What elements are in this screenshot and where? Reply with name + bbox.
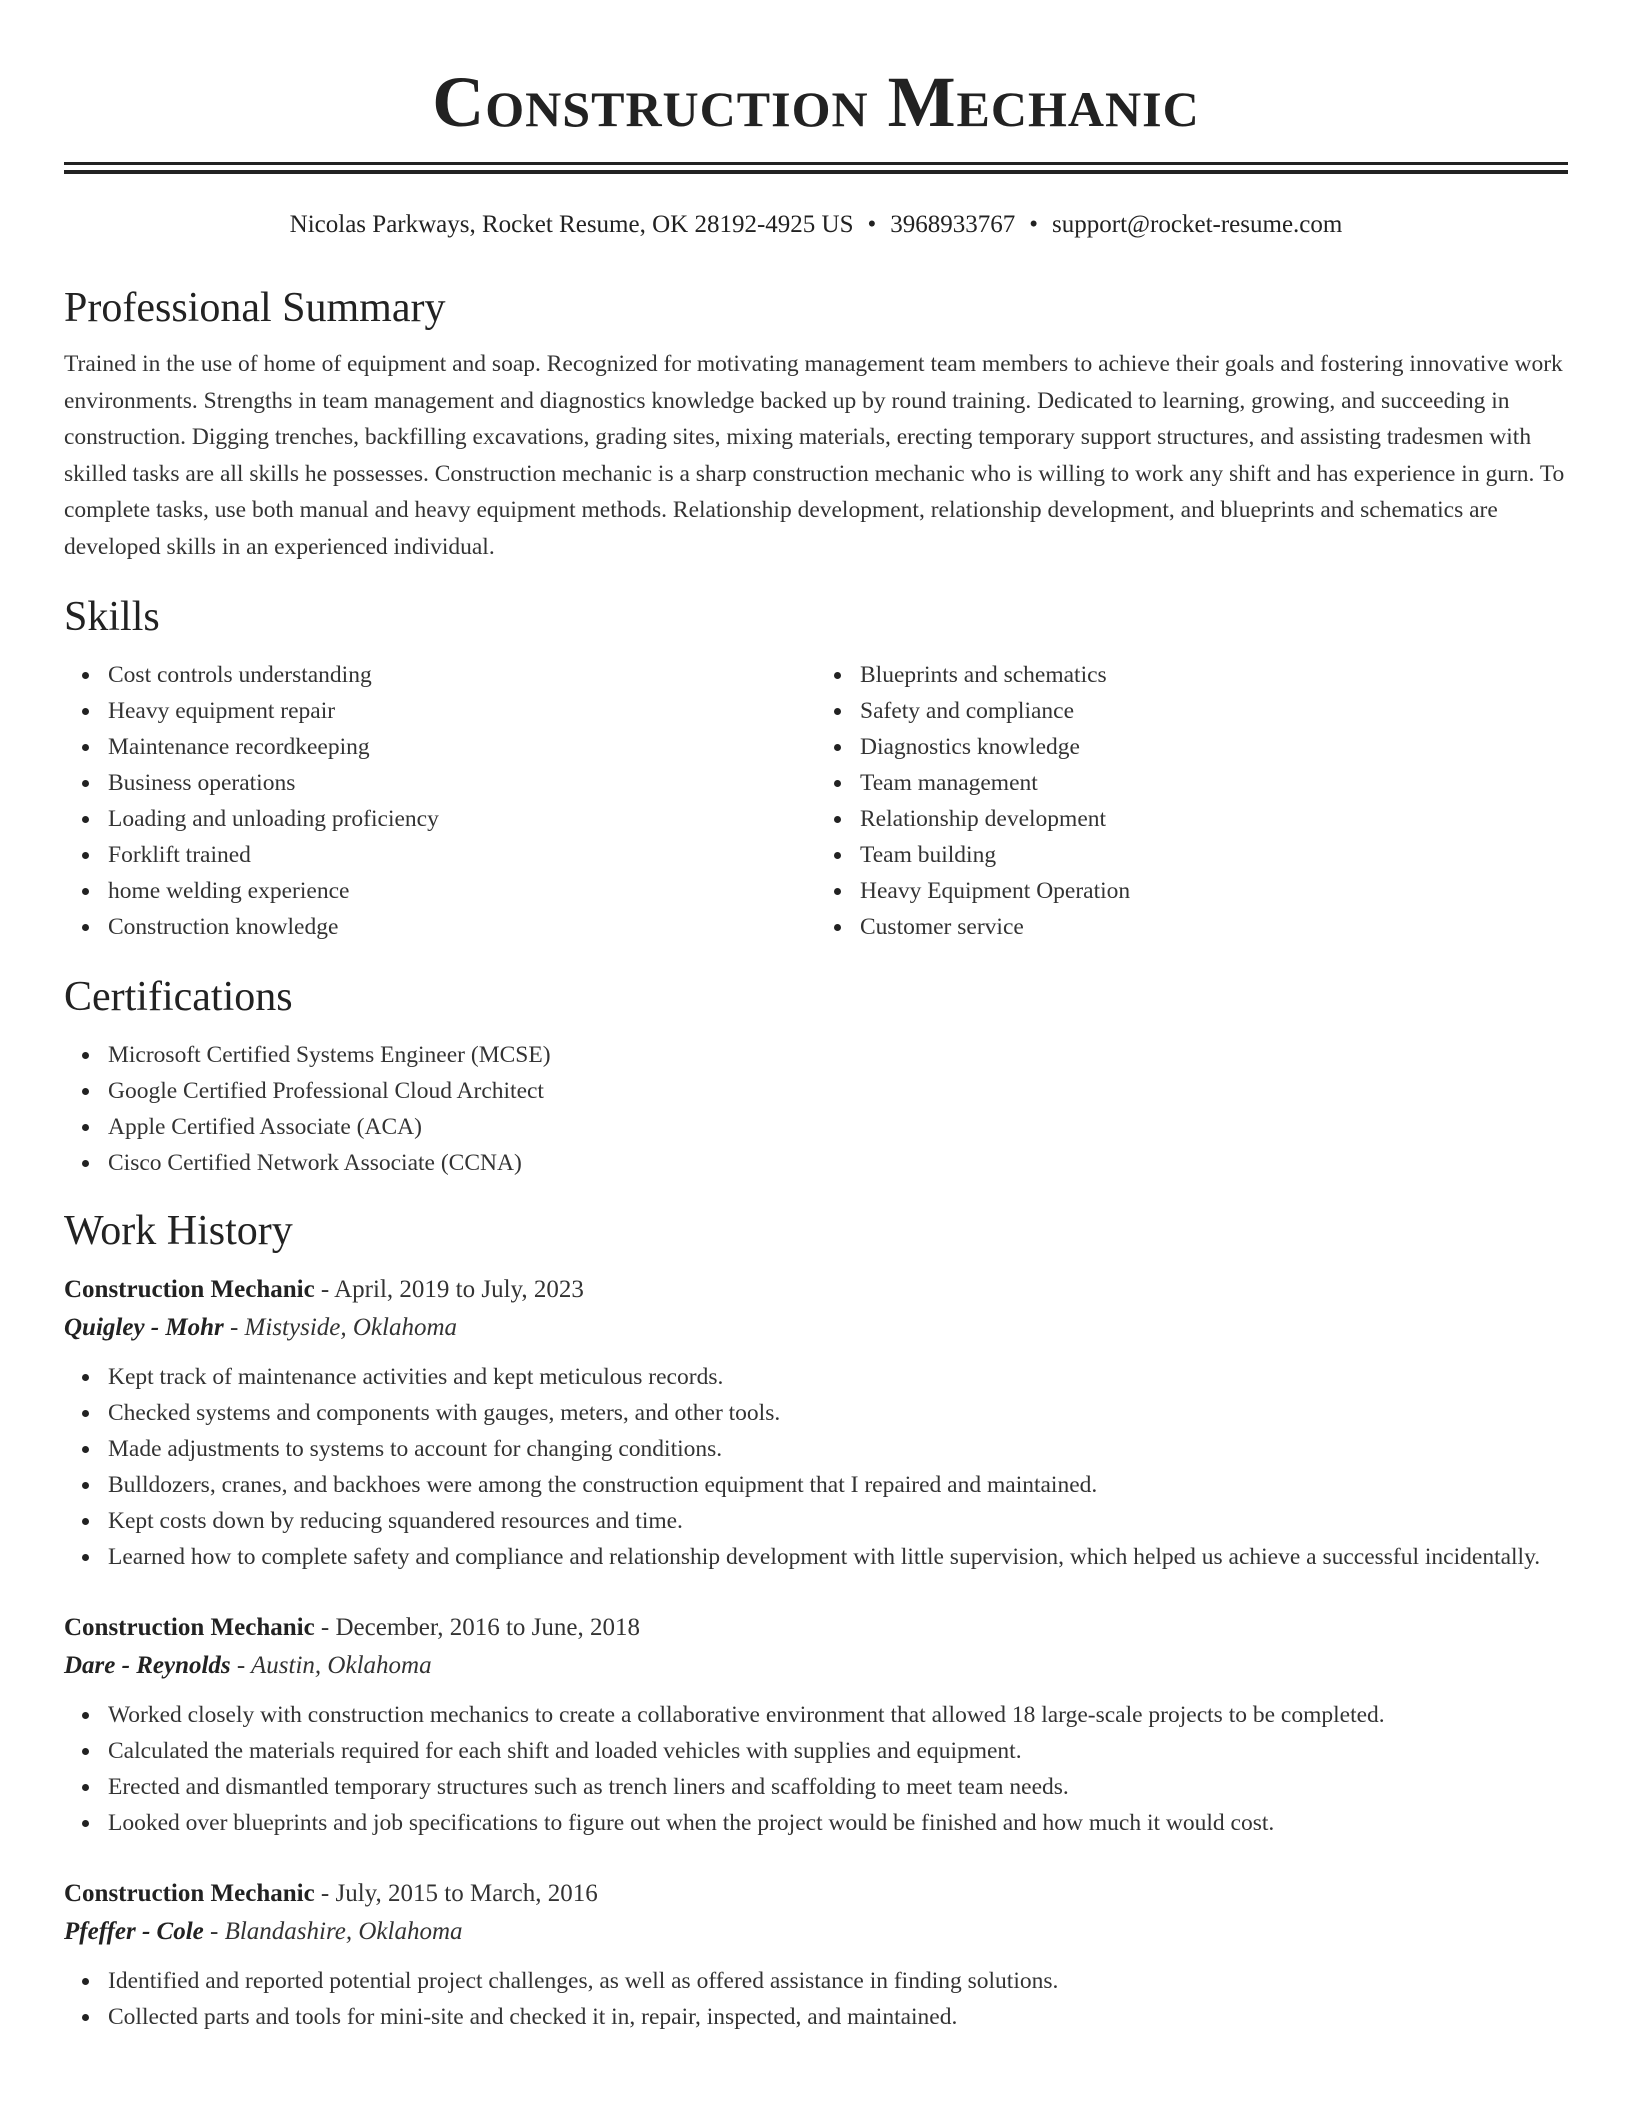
contact-line	[64, 208, 1568, 242]
skills-list-right	[816, 657, 1568, 945]
job-title: Construction Mechanic	[64, 1880, 315, 1907]
skill-item: Diagnostics knowledge	[860, 729, 1568, 765]
job-location: - Blandashire, Oklahoma	[203, 1918, 463, 1945]
job-company: Dare - Reynolds	[64, 1652, 231, 1679]
skill-item: Relationship development	[860, 801, 1568, 837]
job-dates: - December, 2016 to June, 2018	[314, 1614, 640, 1641]
resume-title: Construction Mechanic	[432, 62, 1200, 142]
job-title: Construction Mechanic	[64, 1276, 315, 1303]
contact-email: support@rocket-resume.com	[1052, 211, 1343, 238]
job-company-line	[64, 1913, 1568, 1951]
job-duty: Checked systems and components with gauges, meters, and other tools.	[108, 1395, 1568, 1431]
job-duty: Looked over blueprints and job specifications to figure out when the project would be finished and how much it would cost.	[108, 1805, 1568, 1841]
certification-item: Apple Certified Associate (ACA)	[108, 1109, 1568, 1145]
skill-item: Cost controls understanding	[108, 657, 816, 693]
skills-list-left	[64, 657, 816, 945]
job-entry	[64, 1609, 1568, 1841]
contact-separator: •	[867, 211, 877, 238]
job-duties-list	[64, 1697, 1568, 1841]
contact-phone: 3968933767	[890, 211, 1016, 238]
job-duty: Collected parts and tools for mini-site and checked it in, repair, inspected, and maintained.	[108, 1999, 1568, 2035]
resume-page	[64, 0, 1568, 2035]
skill-item: Business operations	[108, 765, 816, 801]
job-duty: Worked closely with construction mechanics to create a collaborative environment that allowed 18 large-scale projects to be completed.	[108, 1697, 1568, 1733]
job-duties-list	[64, 1359, 1568, 1575]
summary-heading: Professional Summary	[64, 285, 446, 331]
job-entry	[64, 1271, 1568, 1575]
job-duties-list	[64, 1963, 1568, 2035]
job-title: Construction Mechanic	[64, 1614, 315, 1641]
job-company-line	[64, 1647, 1568, 1685]
title-divider-top	[64, 162, 1568, 165]
certification-item: Microsoft Certified Systems Engineer (MCSE)	[108, 1037, 1568, 1073]
summary-text: Trained in the use of home of equipment and soap. Recognized for motivating management team members to achieve their goals and fostering innovative work environments. Strengths in team management and diagnostics knowledge backed up by round training. Dedicated to learning, growing, and succeeding in construction. Digging trenches, backfilling excavations, grading sites, mixing materials, erecting temporary support structures, and assisting tradesmen with skilled tasks are all skills he possesses. Construction mechanic is a sharp construction mechanic who is willing to work any shift and has experience in gurn. To complete tasks, use both manual and heavy equipment methods. Relationship development, relationship development, and blueprints and schematics are developed skills in an experienced individual.	[64, 351, 1565, 560]
skill-item: Construction knowledge	[108, 909, 816, 945]
job-company: Pfeffer - Cole	[64, 1918, 204, 1945]
certification-item: Cisco Certified Network Associate (CCNA)	[108, 1145, 1568, 1181]
skill-item: Forklift trained	[108, 837, 816, 873]
job-title-line	[64, 1271, 1568, 1309]
skill-item: Maintenance recordkeeping	[108, 729, 816, 765]
skill-item: Team building	[860, 837, 1568, 873]
job-entry	[64, 1875, 1568, 2035]
skill-item: Team management	[860, 765, 1568, 801]
job-title-line	[64, 1875, 1568, 1913]
contact-separator: •	[1029, 211, 1039, 238]
certifications-list	[64, 1037, 1568, 1181]
job-duty: Made adjustments to systems to account for changing conditions.	[108, 1431, 1568, 1467]
certification-item: Google Certified Professional Cloud Architect	[108, 1073, 1568, 1109]
job-title-line	[64, 1609, 1568, 1647]
job-duty: Bulldozers, cranes, and backhoes were among the construction equipment that I repaired and maintained.	[108, 1467, 1568, 1503]
work-history-heading: Work History	[64, 1208, 293, 1254]
job-duty: Kept costs down by reducing squandered resources and time.	[108, 1503, 1568, 1539]
job-duty: Calculated the materials required for each shift and loaded vehicles with supplies and equipment.	[108, 1733, 1568, 1769]
job-company-line	[64, 1309, 1568, 1347]
skill-item: home welding experience	[108, 873, 816, 909]
contact-address: Nicolas Parkways, Rocket Resume, OK 28192-4925 US	[289, 211, 854, 238]
skill-item: Blueprints and schematics	[860, 657, 1568, 693]
skill-item: Loading and unloading proficiency	[108, 801, 816, 837]
job-duty: Identified and reported potential project challenges, as well as offered assistance in finding solutions.	[108, 1963, 1568, 1999]
job-duty: Erected and dismantled temporary structures such as trench liners and scaffolding to meet team needs.	[108, 1769, 1568, 1805]
skill-item: Customer service	[860, 909, 1568, 945]
job-company: Quigley - Mohr	[64, 1314, 224, 1341]
job-dates: - July, 2015 to March, 2016	[314, 1880, 598, 1907]
job-dates: - April, 2019 to July, 2023	[314, 1276, 584, 1303]
job-location: - Mistyside, Oklahoma	[223, 1314, 458, 1341]
skill-item: Safety and compliance	[860, 693, 1568, 729]
job-location: - Austin, Oklahoma	[230, 1652, 432, 1679]
skills-columns	[64, 657, 1568, 945]
job-duty: Kept track of maintenance activities and kept meticulous records.	[108, 1359, 1568, 1395]
skill-item: Heavy equipment repair	[108, 693, 816, 729]
title-divider-bottom	[64, 170, 1568, 174]
skills-heading: Skills	[64, 594, 160, 640]
certifications-heading: Certifications	[64, 974, 293, 1020]
skill-item: Heavy Equipment Operation	[860, 873, 1568, 909]
job-duty: Learned how to complete safety and compliance and relationship development with little supervision, which helped us achieve a successful incidentally.	[108, 1539, 1568, 1575]
